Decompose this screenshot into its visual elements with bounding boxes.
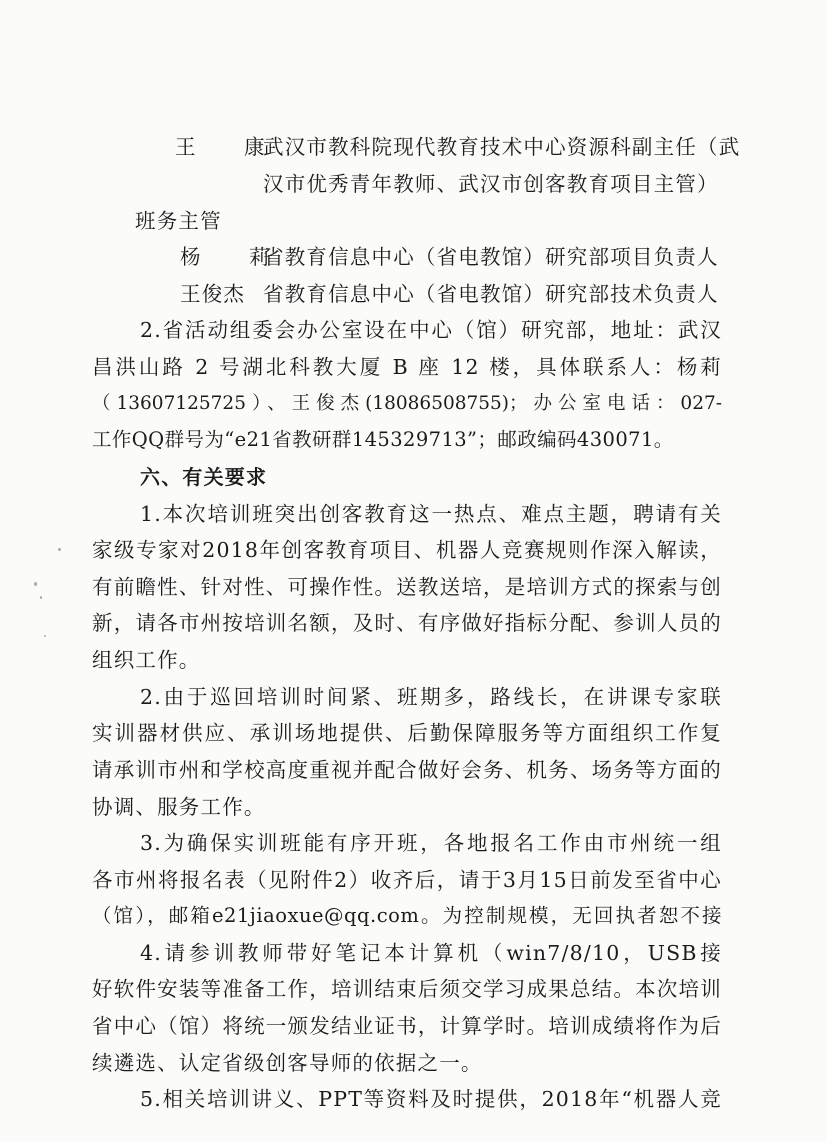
req-item-4-line-2: 好软件安装等准备工作，培训结束后须交学习成果总结。本次培训 (92, 977, 722, 1001)
roster-yang-li-title (263, 243, 719, 271)
office-line-4: 工作QQ群号为“e21省教研群145329713”；邮政编码430071。 (92, 428, 674, 451)
section-label-text: 班务主管 (135, 209, 222, 233)
req-item-1-line-1: 1.本次培训班突出创客教育这一热点、难点主题，聘请有关 (140, 502, 722, 526)
roster-wang-kang-title-1 (263, 133, 740, 161)
person-name: 王 康 (175, 135, 279, 159)
req-item-2-line-2: 实训器材供应、承训场地提供、后勤保障服务等方面组织工作复 (92, 721, 722, 745)
scan-speck (44, 635, 46, 637)
section-label-class-affairs (135, 207, 222, 235)
office-line-3: （13607125725）、王俊杰(18086508755)；办公室电话：027- (92, 393, 722, 414)
person-title: 武汉市教科院现代教育技术中心资源科副主任（武 (263, 135, 741, 159)
req-item-4-line-3: 省中心（馆）将统一颁发结业证书，计算学时。培训成绩将作为后 (92, 1014, 722, 1038)
req-item-2-line-3: 请承训市州和学校高度重视并配合做好会务、机务、场务等方面的 (92, 758, 722, 782)
scan-speck (58, 548, 61, 551)
person-name: 杨 莉 (180, 245, 284, 269)
req-item-2-line-1: 2.由于巡回培训时间紧、班期多，路线长，在讲课专家联 (140, 685, 722, 709)
person-title-cont: 汉市优秀青年教师、武汉市创客教育项目主管） (263, 172, 719, 196)
req-item-1-line-5: 组织工作。 (92, 648, 201, 672)
req-item-1-line-2: 家级专家对2018年创客教育项目、机器人竞赛规则作深入解读， (92, 538, 722, 562)
person-title: 省教育信息中心（省电教馆）研究部技术负责人 (263, 282, 719, 306)
scan-speck (40, 596, 42, 599)
roster-wang-junjie-title (263, 280, 719, 308)
office-line-1: 2.省活动组委会办公室设在中心（馆）研究部，地址：武汉 (140, 318, 722, 342)
req-item-3-line-1: 3.为确保实训班能有序开班，各地报名工作由市州统一组 (140, 831, 722, 855)
req-item-3-line-3: （馆），邮箱e21jiaoxue@qq.com。为控制规模，无回执者恕不接 (92, 904, 722, 927)
person-title: 省教育信息中心（省电教馆）研究部项目负责人 (263, 245, 719, 269)
roster-wang-kang-title-2 (263, 170, 719, 198)
req-item-4-line-4: 续遴选、认定省级创客导师的依据之一。 (92, 1051, 483, 1075)
scan-speck (34, 582, 37, 586)
roster-wang-junjie (180, 280, 245, 308)
req-item-1-line-4: 新，请各市州按培训名额，及时、有序做好指标分配、参训人员的 (92, 611, 722, 635)
req-item-3-line-2: 各市州将报名表（见附件2）收齐后，请于3月15日前发至省中心 (92, 868, 722, 892)
req-item-4-line-1: 4.请参训教师带好笔记本计算机（win7/8/10，USB接 (140, 941, 722, 965)
req-item-1-line-3: 有前瞻性、针对性、可操作性。送教送培，是培训方式的探索与创 (92, 575, 722, 599)
person-name: 王俊杰 (180, 282, 246, 306)
req-item-5-line-1: 5.相关培训讲义、PPT等资料及时提供，2018年“机器人竞 (140, 1087, 722, 1111)
section-heading-requirements: 六、有关要求 (140, 465, 268, 489)
req-item-2-line-4: 协调、服务工作。 (92, 795, 266, 819)
office-line-2: 昌洪山路 2 号湖北科教大厦 B 座 12 楼，具体联系人：杨莉 (92, 355, 722, 379)
